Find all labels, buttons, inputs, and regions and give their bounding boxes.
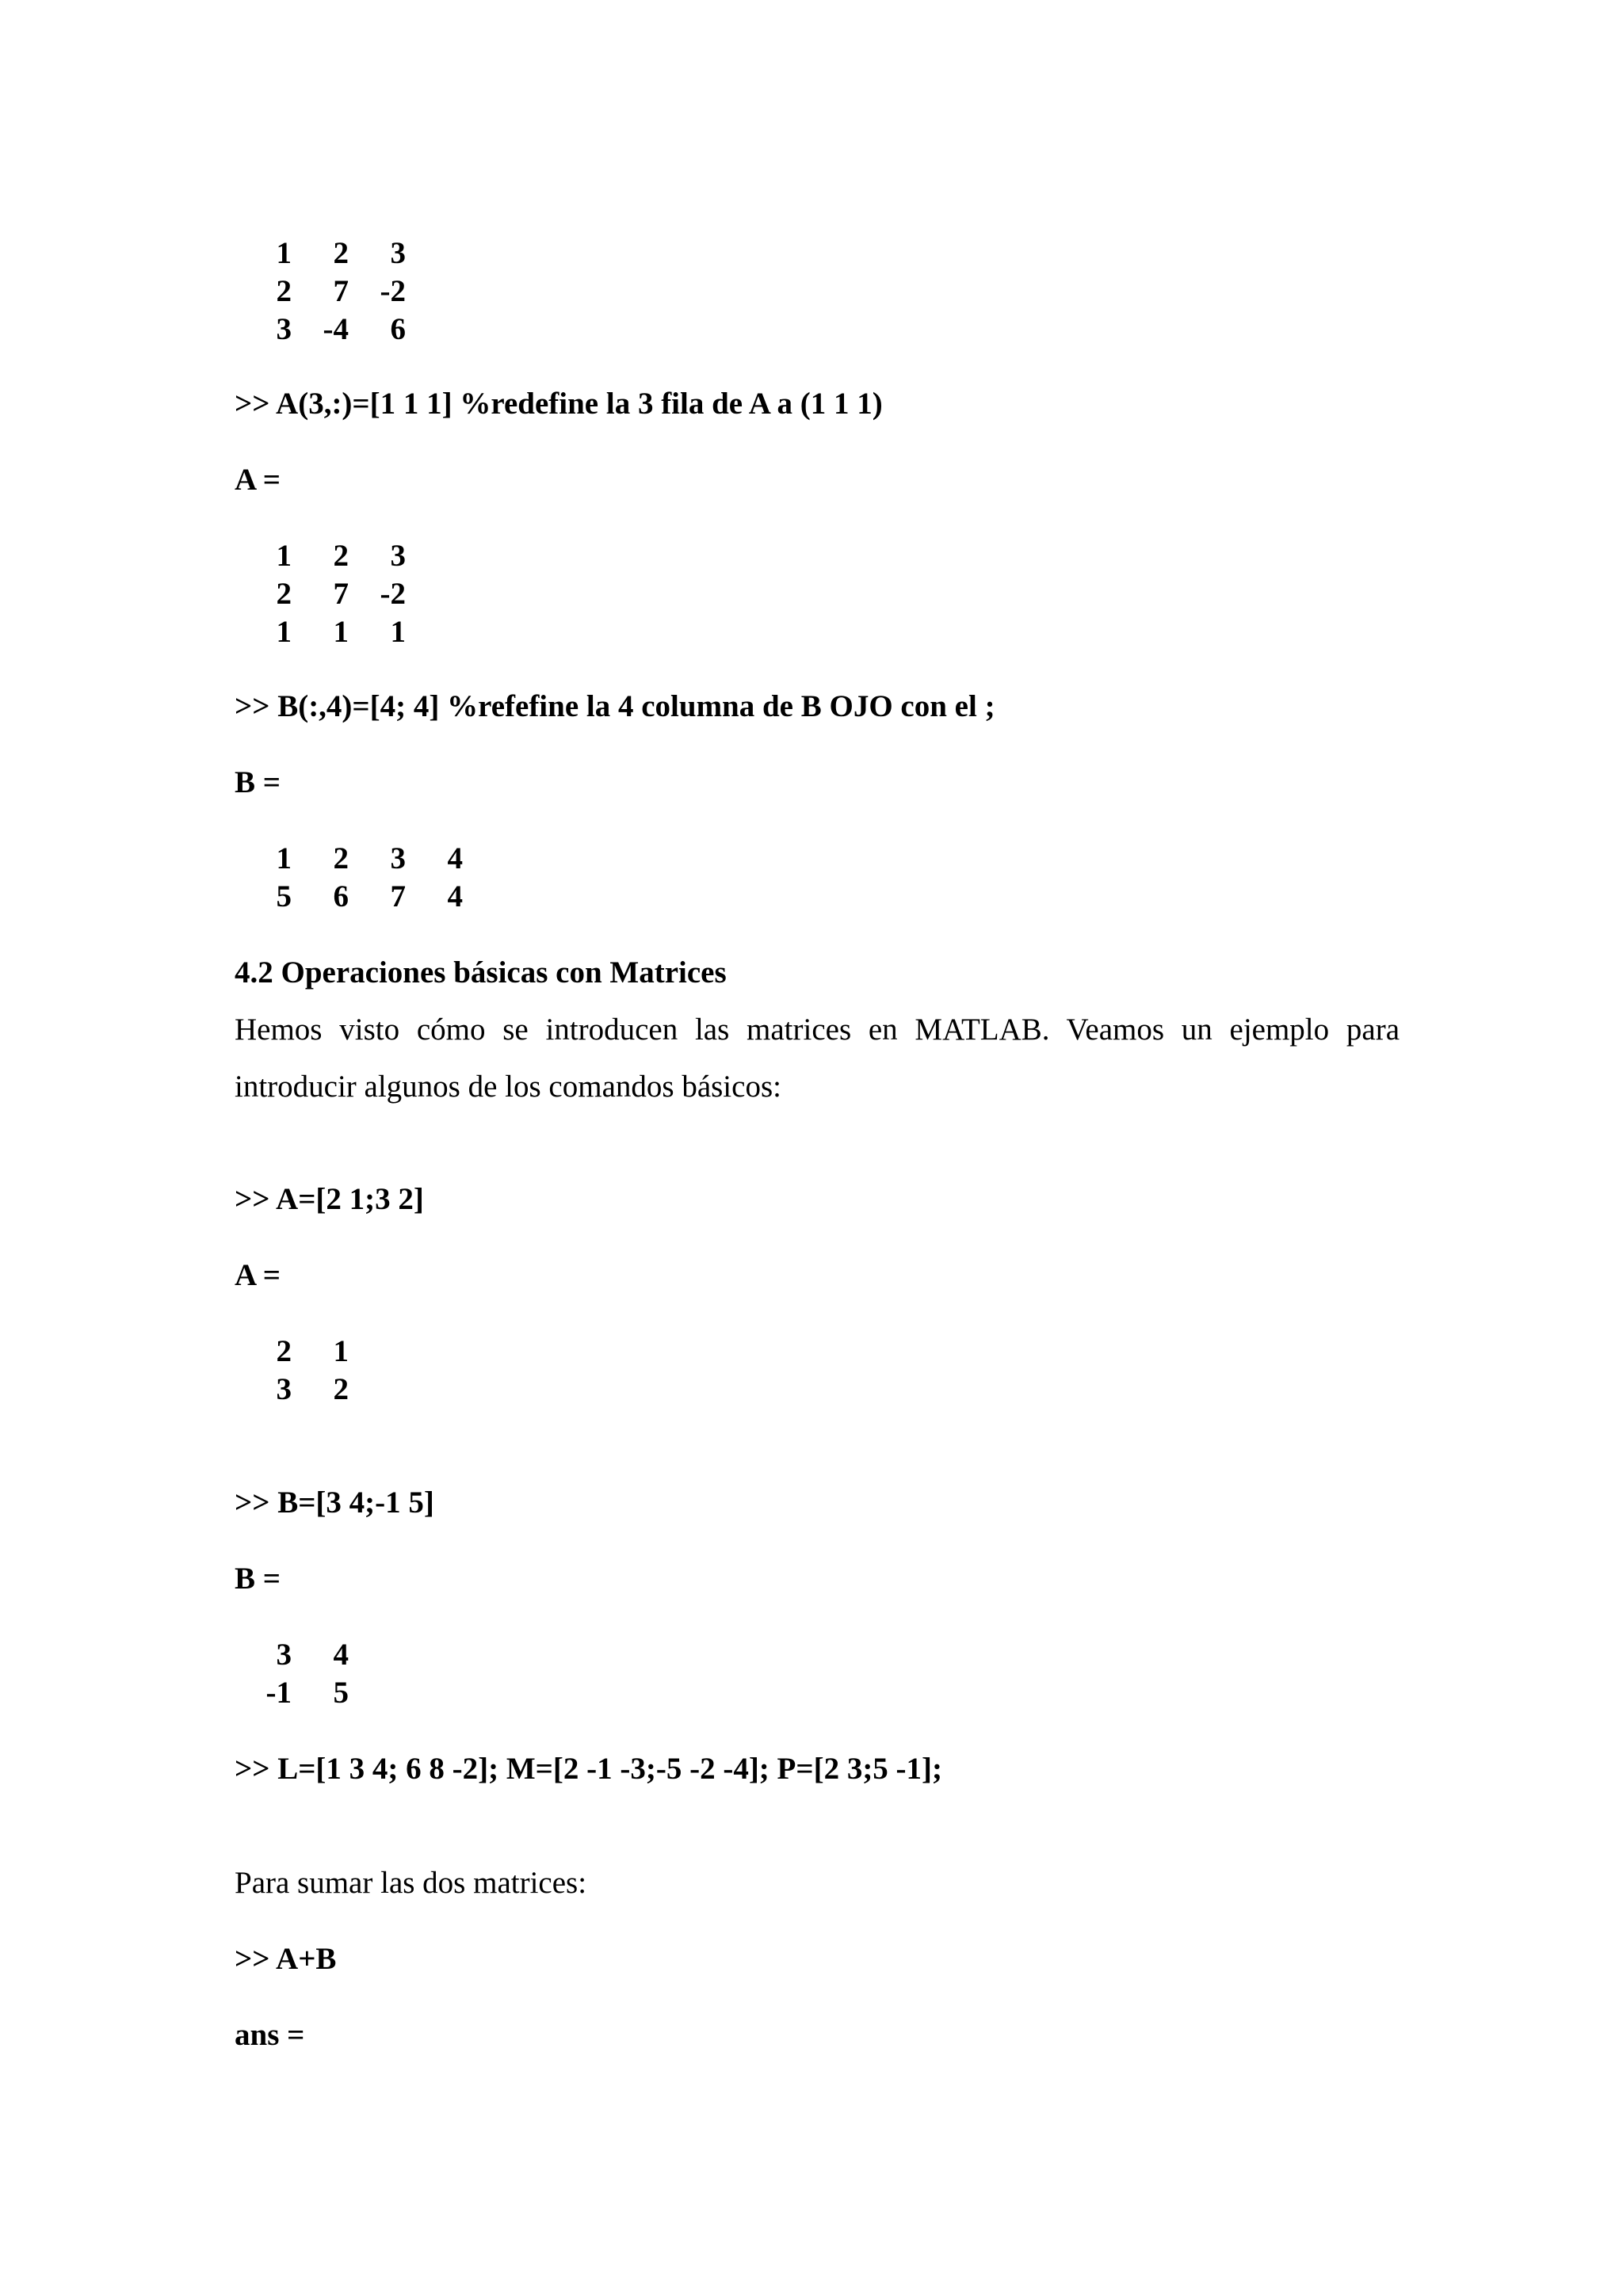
matrix-cell: 5 bbox=[333, 1676, 349, 1710]
matrix-cell: 7 bbox=[333, 577, 349, 611]
matrix-cell: 4 bbox=[447, 841, 463, 875]
variable-label: B = bbox=[235, 765, 281, 799]
matrix-cell: 4 bbox=[447, 879, 463, 913]
body-paragraph: Hemos visto cómo se introducen las matrices en MATLAB. Veamos un ejemplo para introducir algunos de los comandos básicos: bbox=[235, 1013, 1400, 1104]
matrix-cell: 7 bbox=[333, 274, 349, 308]
variable-label: B = bbox=[235, 1562, 281, 1596]
matrix-cell: 2 bbox=[333, 841, 349, 875]
command-line: >> A=[2 1;3 2] bbox=[235, 1182, 424, 1216]
matrix-cell: 2 bbox=[276, 577, 292, 611]
matrix-cell: 3 bbox=[390, 539, 406, 573]
command-line: >> A+B bbox=[235, 1942, 337, 1976]
command-line: >> B(:,4)=[4; 4] %refefine la 4 columna de B OJO con el ; bbox=[235, 689, 995, 723]
matrix-cell: 1 bbox=[276, 615, 292, 649]
matrix-cell: 1 bbox=[333, 615, 349, 649]
matrix-cell: 2 bbox=[333, 1372, 349, 1406]
matrix-cell: -4 bbox=[323, 312, 349, 346]
matrix-cell: 6 bbox=[390, 312, 406, 346]
matrix-cell: 3 bbox=[276, 1638, 292, 1672]
section-heading: 4.2 Operaciones básicas con Matrices bbox=[235, 955, 727, 990]
matrix-cell: 4 bbox=[333, 1638, 349, 1672]
matrix-cell: -2 bbox=[380, 577, 406, 611]
matrix-cell: -2 bbox=[380, 274, 406, 308]
matrix-cell: -1 bbox=[265, 1676, 292, 1710]
variable-label: A = bbox=[235, 1258, 281, 1292]
command-line: >> A(3,:)=[1 1 1] %redefine la 3 fila de A a (1 1 1) bbox=[235, 387, 883, 421]
variable-label: ans = bbox=[235, 2018, 305, 2052]
matrix-cell: 3 bbox=[276, 1372, 292, 1406]
matrix-cell: 1 bbox=[276, 236, 292, 270]
matrix-cell: 1 bbox=[276, 539, 292, 573]
matrix-cell: 2 bbox=[276, 1334, 292, 1368]
body-paragraph: Para sumar las dos matrices: bbox=[235, 1866, 587, 1900]
matrix-cell: 2 bbox=[333, 236, 349, 270]
matrix-cell: 3 bbox=[390, 236, 406, 270]
matrix-cell: 1 bbox=[276, 841, 292, 875]
matrix-cell: 1 bbox=[333, 1334, 349, 1368]
matrix-cell: 5 bbox=[276, 879, 292, 913]
matrix-cell: 7 bbox=[390, 879, 406, 913]
matrix-cell: 2 bbox=[333, 539, 349, 573]
matrix-cell: 3 bbox=[390, 841, 406, 875]
command-line: >> L=[1 3 4; 6 8 -2]; M=[2 -1 -3;-5 -2 -4]; P=[2 3;5 -1]; bbox=[235, 1752, 943, 1786]
variable-label: A = bbox=[235, 463, 281, 497]
matrix-cell: 1 bbox=[390, 615, 406, 649]
matrix-cell: 2 bbox=[276, 274, 292, 308]
matrix-cell: 3 bbox=[276, 312, 292, 346]
command-line: >> B=[3 4;-1 5] bbox=[235, 1486, 434, 1520]
matrix-cell: 6 bbox=[333, 879, 349, 913]
